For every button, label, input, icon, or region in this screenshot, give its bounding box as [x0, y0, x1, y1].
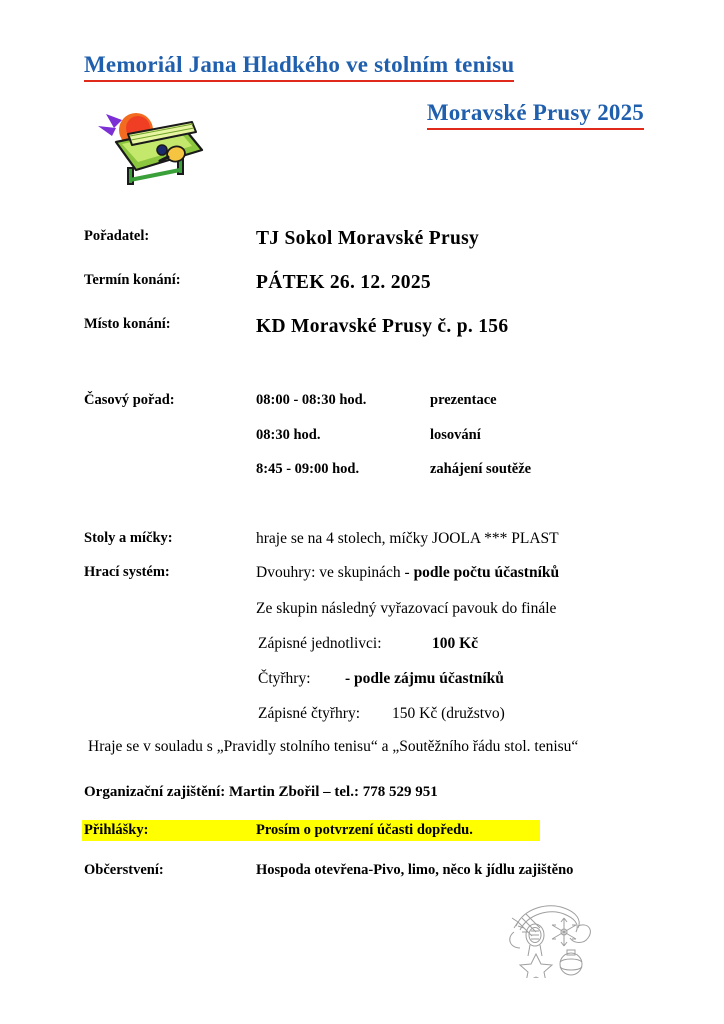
equipment-label: Stoly a míčky: — [84, 530, 173, 546]
system-line-1-regular: Dvouhry: ve skupinách - — [256, 564, 414, 581]
doubles-value: - podle zájmu účastníků — [345, 670, 504, 687]
schedule-activity: losování — [430, 427, 481, 443]
detail-row-organizer — [0, 228, 724, 250]
registration-label: Přihlášky: — [84, 822, 149, 838]
rules-text: Hraje se v souladu s „Pravidly stolního tenisu“ a „Soutěžního řádu stol. tenisu“ — [88, 738, 579, 755]
doubles-label: Čtyřhry: — [258, 670, 311, 687]
refreshments-label: Občerstvení: — [84, 862, 164, 878]
doubles-row — [0, 670, 724, 692]
title-row-primary — [84, 52, 644, 82]
system-row-2 — [0, 600, 724, 622]
venue-label: Místo konání: — [84, 316, 171, 332]
fee-doubles-value: 150 Kč (družstvo) — [392, 705, 505, 722]
venue-value: KD Moravské Prusy č. p. 156 — [256, 316, 509, 337]
schedule-time: 08:00 - 08:30 hod. — [256, 392, 367, 408]
system-line-1 — [256, 564, 559, 582]
organizer-value: TJ Sokol Moravské Prusy — [256, 228, 480, 249]
system-label: Hrací systém: — [84, 564, 170, 580]
schedule-row-1 — [0, 392, 724, 414]
date-value: PÁTEK 26. 12. 2025 — [256, 272, 431, 293]
fee-doubles-row — [0, 705, 724, 727]
registration-row — [0, 820, 724, 842]
equipment-row — [0, 530, 724, 552]
schedule-row-3 — [0, 461, 724, 483]
contact-text: Organizační zajištění: Martin Zbořil – tel.: 778 529 951 — [84, 784, 438, 800]
table-tennis-table-icon — [92, 112, 210, 190]
poster-title-line-2: Moravské Prusy 2025 — [427, 100, 644, 130]
detail-row-venue — [0, 316, 724, 338]
detail-row-date — [0, 272, 724, 294]
poster-title-line-1: Memoriál Jana Hladkého ve stolním tenisu — [84, 52, 514, 82]
schedule-label: Časový pořad: — [84, 392, 175, 408]
registration-value: Prosím o potvrzení účasti dopředu. — [256, 822, 473, 838]
fee-doubles-label: Zápisné čtyřhry: — [258, 705, 361, 722]
christmas-ornament-icon — [498, 892, 602, 978]
equipment-value: hraje se na 4 stolech, míčky JOOLA *** PLAST — [256, 530, 559, 547]
schedule-row-2 — [0, 427, 724, 449]
date-label: Termín konání: — [84, 272, 181, 288]
schedule-time: 08:30 hod. — [256, 427, 321, 443]
refreshments-value: Hospoda otevřena-Pivo, limo, něco k jídlu zajištěno — [256, 862, 574, 878]
contact-row — [0, 784, 724, 806]
fee-singles-label: Zápisné jednotlivci: — [258, 635, 382, 652]
system-row-1 — [0, 564, 724, 586]
organizer-label: Pořadatel: — [84, 228, 150, 244]
system-line-2: Ze skupin následný vyřazovací pavouk do finále — [256, 600, 557, 617]
rules-row — [0, 738, 724, 760]
schedule-time: 8:45 - 09:00 hod. — [256, 461, 360, 477]
system-line-1-bold: podle počtu účastníků — [413, 564, 560, 581]
fee-singles-row — [0, 635, 724, 657]
refreshments-row — [0, 862, 724, 884]
schedule-activity: zahájení soutěže — [430, 461, 532, 477]
schedule-activity: prezentace — [430, 392, 497, 408]
fee-singles-value: 100 Kč — [432, 635, 479, 652]
